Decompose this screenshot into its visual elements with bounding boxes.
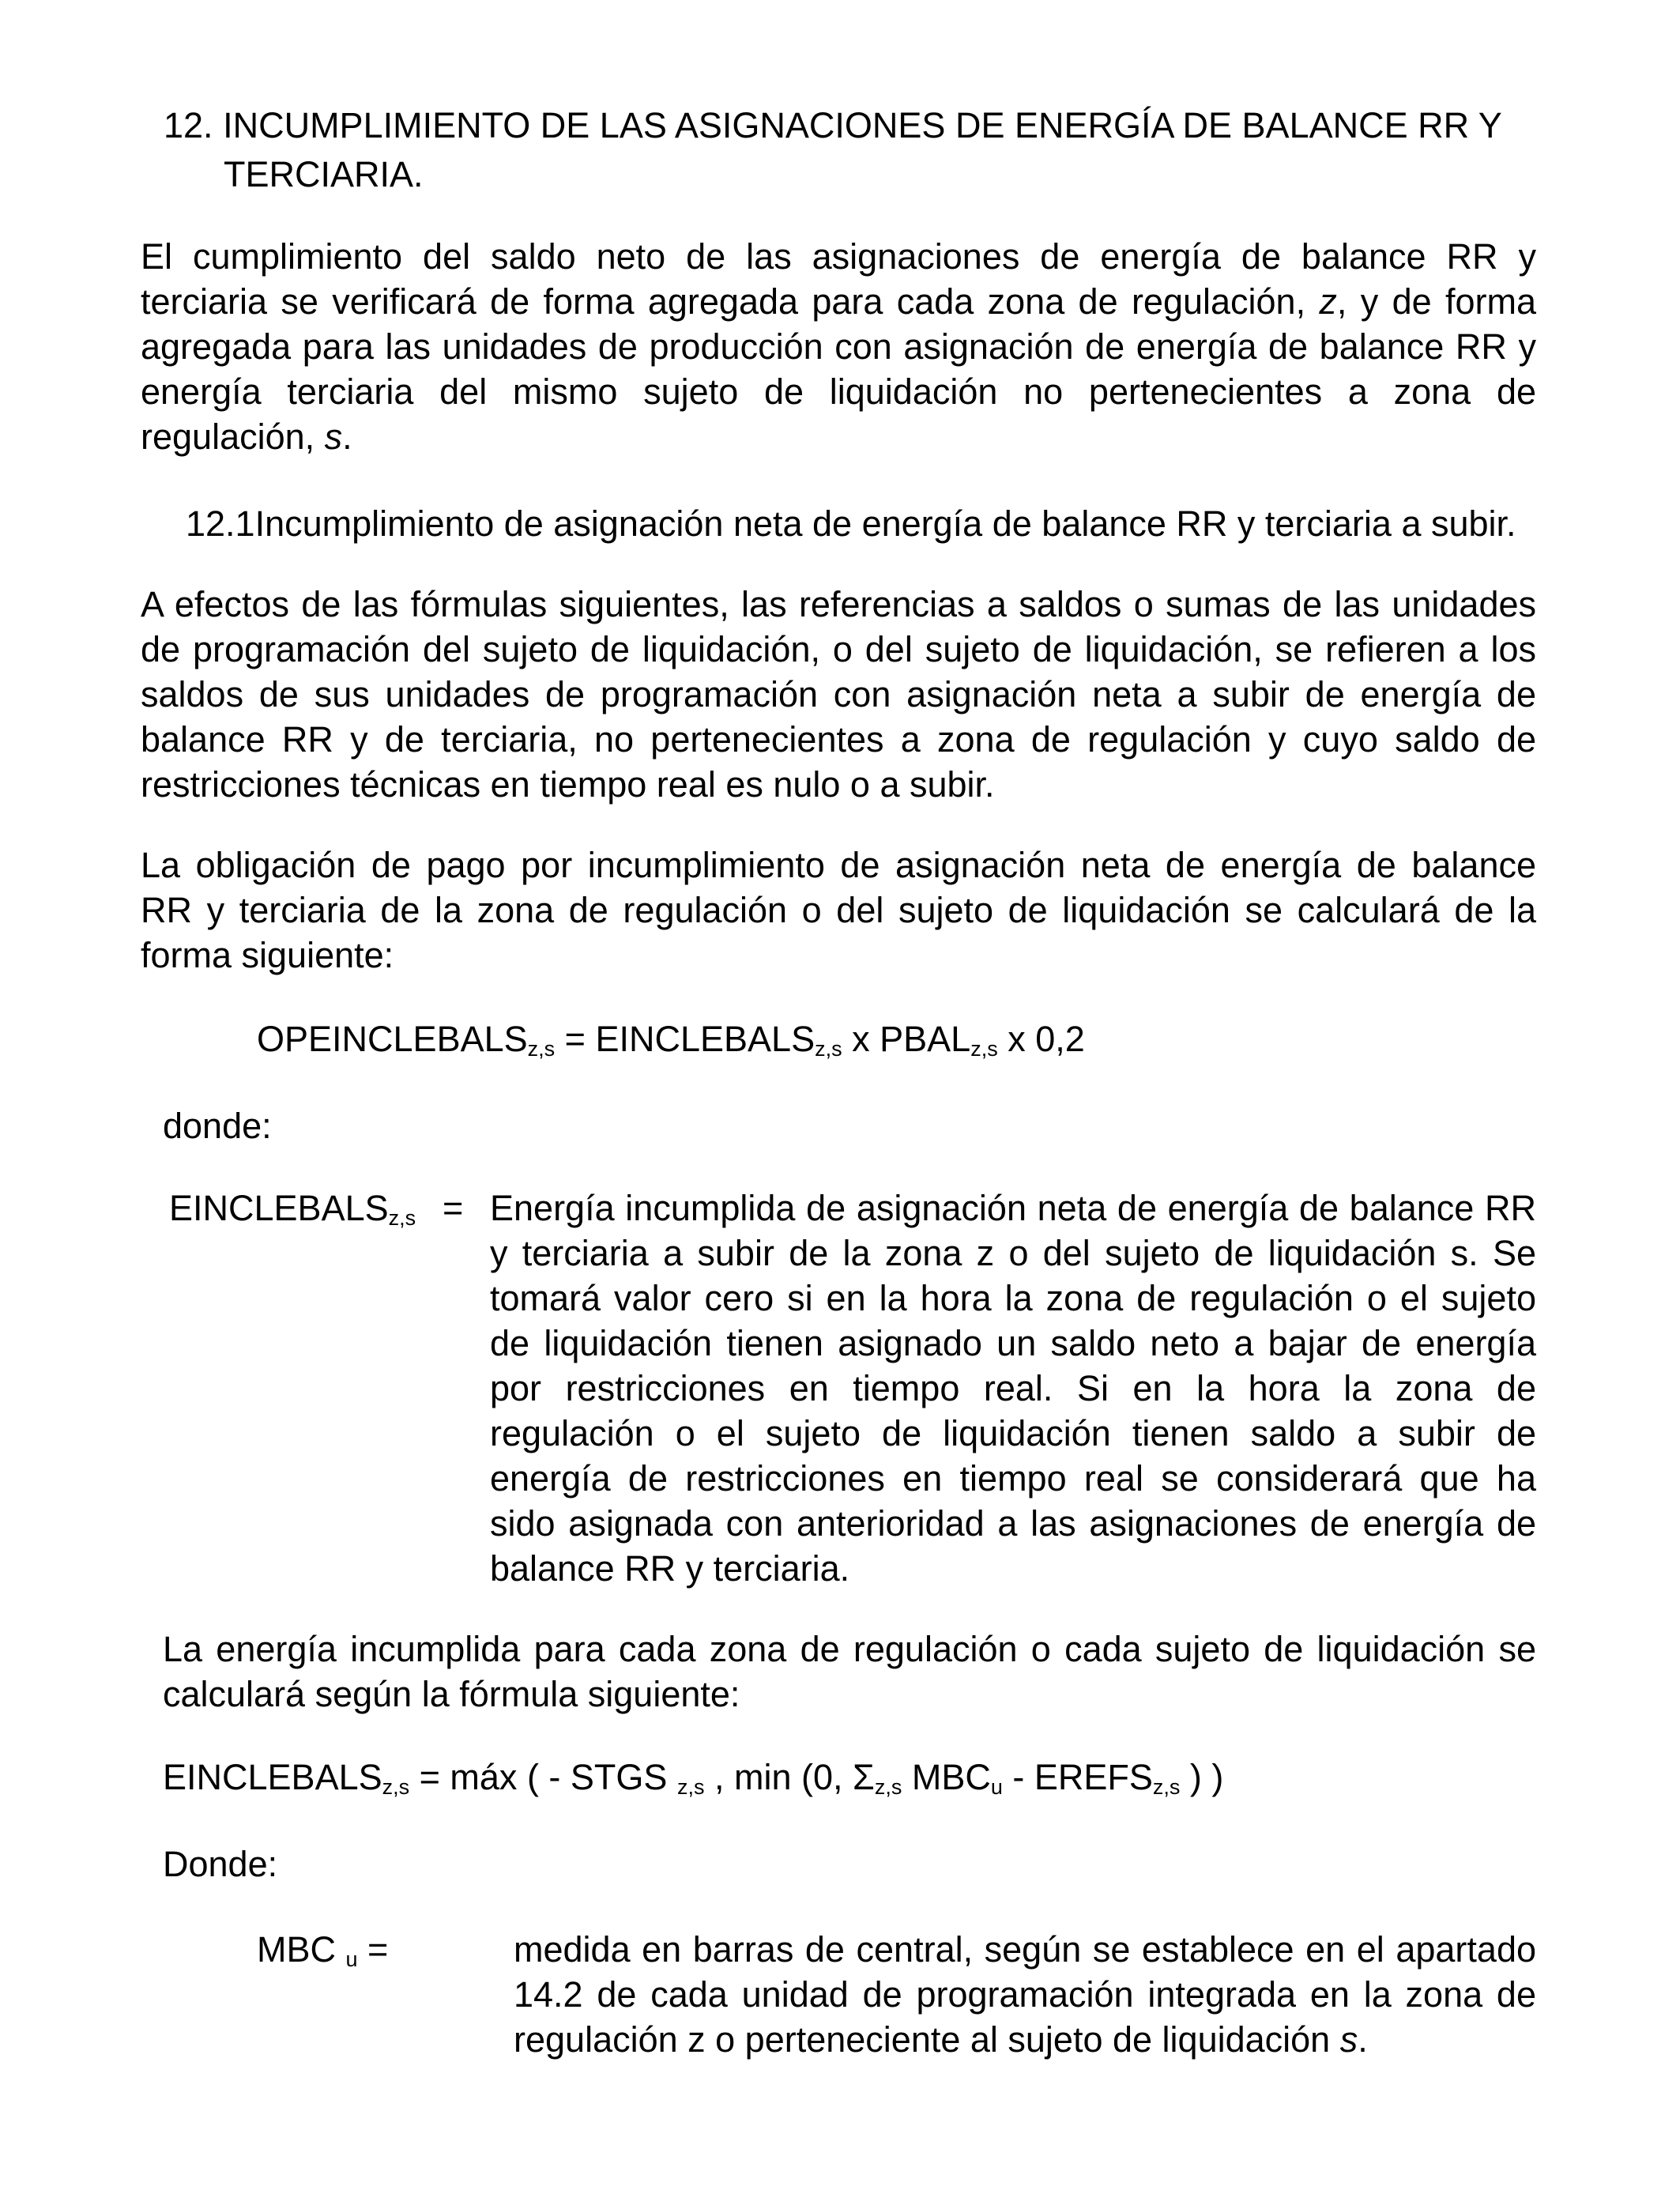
formula-einclebals: $EINCLEBALS_{z,s}$ = máx ( - STGS $_{z,s}$ , min (0, $\Sigma_{z,s}$ $MBC_u$ - $EREFS_{z,s}$ ) ): [163, 1757, 1224, 1799]
section-title-line1: INCUMPLIMIENTO DE LAS ASIGNACIONES DE ENERGÍA DE BALANCE RR Y: [223, 105, 1502, 145]
subsection-number: 12.1: [186, 503, 255, 544]
donde-label: Donde:: [163, 1844, 278, 1884]
definition-line: sido asignada con anterioridad a las asignaciones de energía de: [490, 1503, 1536, 1544]
paragraph-line: calculará según la fórmula siguiente:: [163, 1674, 740, 1714]
paragraph-line: La energía incumplida para cada zona de regulación o cada sujeto de liquidación se: [163, 1629, 1536, 1669]
definition-line: medida en barras de central, según se establece en el apartado: [514, 1929, 1536, 1970]
paragraph-line: energía terciaria del mismo sujeto de liquidación no pertenecientes a zona de: [141, 371, 1536, 412]
paragraph-line: saldos de sus unidades de programación con asignación neta a subir de energía de: [141, 674, 1536, 714]
definition-line: 14.2 de cada unidad de programación integrada en la zona de: [514, 1974, 1536, 2015]
definition-line: y terciaria a subir de la zona z o del sujeto de liquidación s. Se: [490, 1233, 1536, 1273]
paragraph-line: agregada para las unidades de producción con asignación de energía de balance RR y: [141, 326, 1536, 367]
paragraph-3: [141, 843, 1536, 978]
section-title-line2: TERCIARIA.: [224, 154, 424, 194]
paragraph-line: balance RR y de terciaria, no pertenecientes a zona de regulación y cuyo saldo de: [141, 719, 1536, 760]
definition-body-mbc: [514, 1927, 1536, 2062]
variable-s: s: [1339, 2019, 1358, 2060]
variable-z: z: [1319, 281, 1337, 322]
definition-equals: =: [443, 1188, 464, 1228]
definition-term-mbc: MBC $_u$ =: [257, 1929, 389, 1971]
definition-body-einclebals: [490, 1186, 1536, 1591]
paragraph-line: RR y terciaria de la zona de regulación o del sujeto de liquidación se calculará de la: [141, 890, 1536, 930]
paragraph-line: regulación, s.: [141, 417, 352, 457]
definition-line: por restricciones en tiempo real. Si en la hora la zona de: [490, 1368, 1536, 1408]
paragraph-line: El cumplimiento del saldo neto de las asignaciones de energía de balance RR y: [141, 236, 1536, 277]
section-heading: [164, 103, 1546, 148]
subsection-heading: [186, 501, 1516, 546]
variable-s: s: [324, 417, 343, 457]
definition-line: energía de restricciones en tiempo real se considerará que ha: [490, 1458, 1536, 1498]
definition-line: Energía incumplida de asignación neta de energía de balance RR: [490, 1188, 1536, 1228]
paragraph-line: A efectos de las fórmulas siguientes, las referencias a saldos o sumas de las unidades: [141, 584, 1536, 624]
section-number: 12.: [164, 105, 213, 145]
paragraph-2: [141, 582, 1536, 807]
definition-line: regulación o el sujeto de liquidación tienen saldo a subir de: [490, 1413, 1536, 1453]
paragraph-line: de programación del sujeto de liquidación, o del sujeto de liquidación, se refieren a los: [141, 629, 1536, 669]
paragraph-line: restricciones técnicas en tiempo real es nulo o a subir.: [141, 764, 995, 805]
paragraph-line: La obligación de pago por incumplimiento de asignación neta de energía de balance: [141, 845, 1536, 885]
section-heading-line2: [224, 152, 424, 197]
formula-opeinclebals: $OPEINCLEBALS_{z,s}$ = $EINCLEBALS_{z,s}$ x $PBAL_{z,s}$ x 0,2: [257, 1019, 1085, 1061]
donde-label: donde:: [163, 1106, 272, 1146]
definition-term-einclebals: $EINCLEBALS_{z,s}$: [169, 1188, 416, 1230]
definition-line: tomará valor cero si en la hora la zona de regulación o el sujeto: [490, 1278, 1536, 1318]
definition-line: de liquidación tienen asignado un saldo neto a bajar de energía: [490, 1323, 1536, 1363]
paragraph-line: terciaria se verificará de forma agregada para cada zona de regulación, z, y de forma: [141, 281, 1536, 322]
subsection-title: Incumplimiento de asignación neta de energía de balance RR y terciaria a subir.: [254, 503, 1516, 544]
paragraph-line: forma siguiente:: [141, 935, 394, 975]
definition-line: balance RR y terciaria.: [490, 1548, 850, 1589]
paragraph-4: [163, 1627, 1536, 1717]
paragraph-1: [141, 234, 1536, 459]
definition-line: regulación z o perteneciente al sujeto de liquidación s.: [514, 2019, 1368, 2060]
